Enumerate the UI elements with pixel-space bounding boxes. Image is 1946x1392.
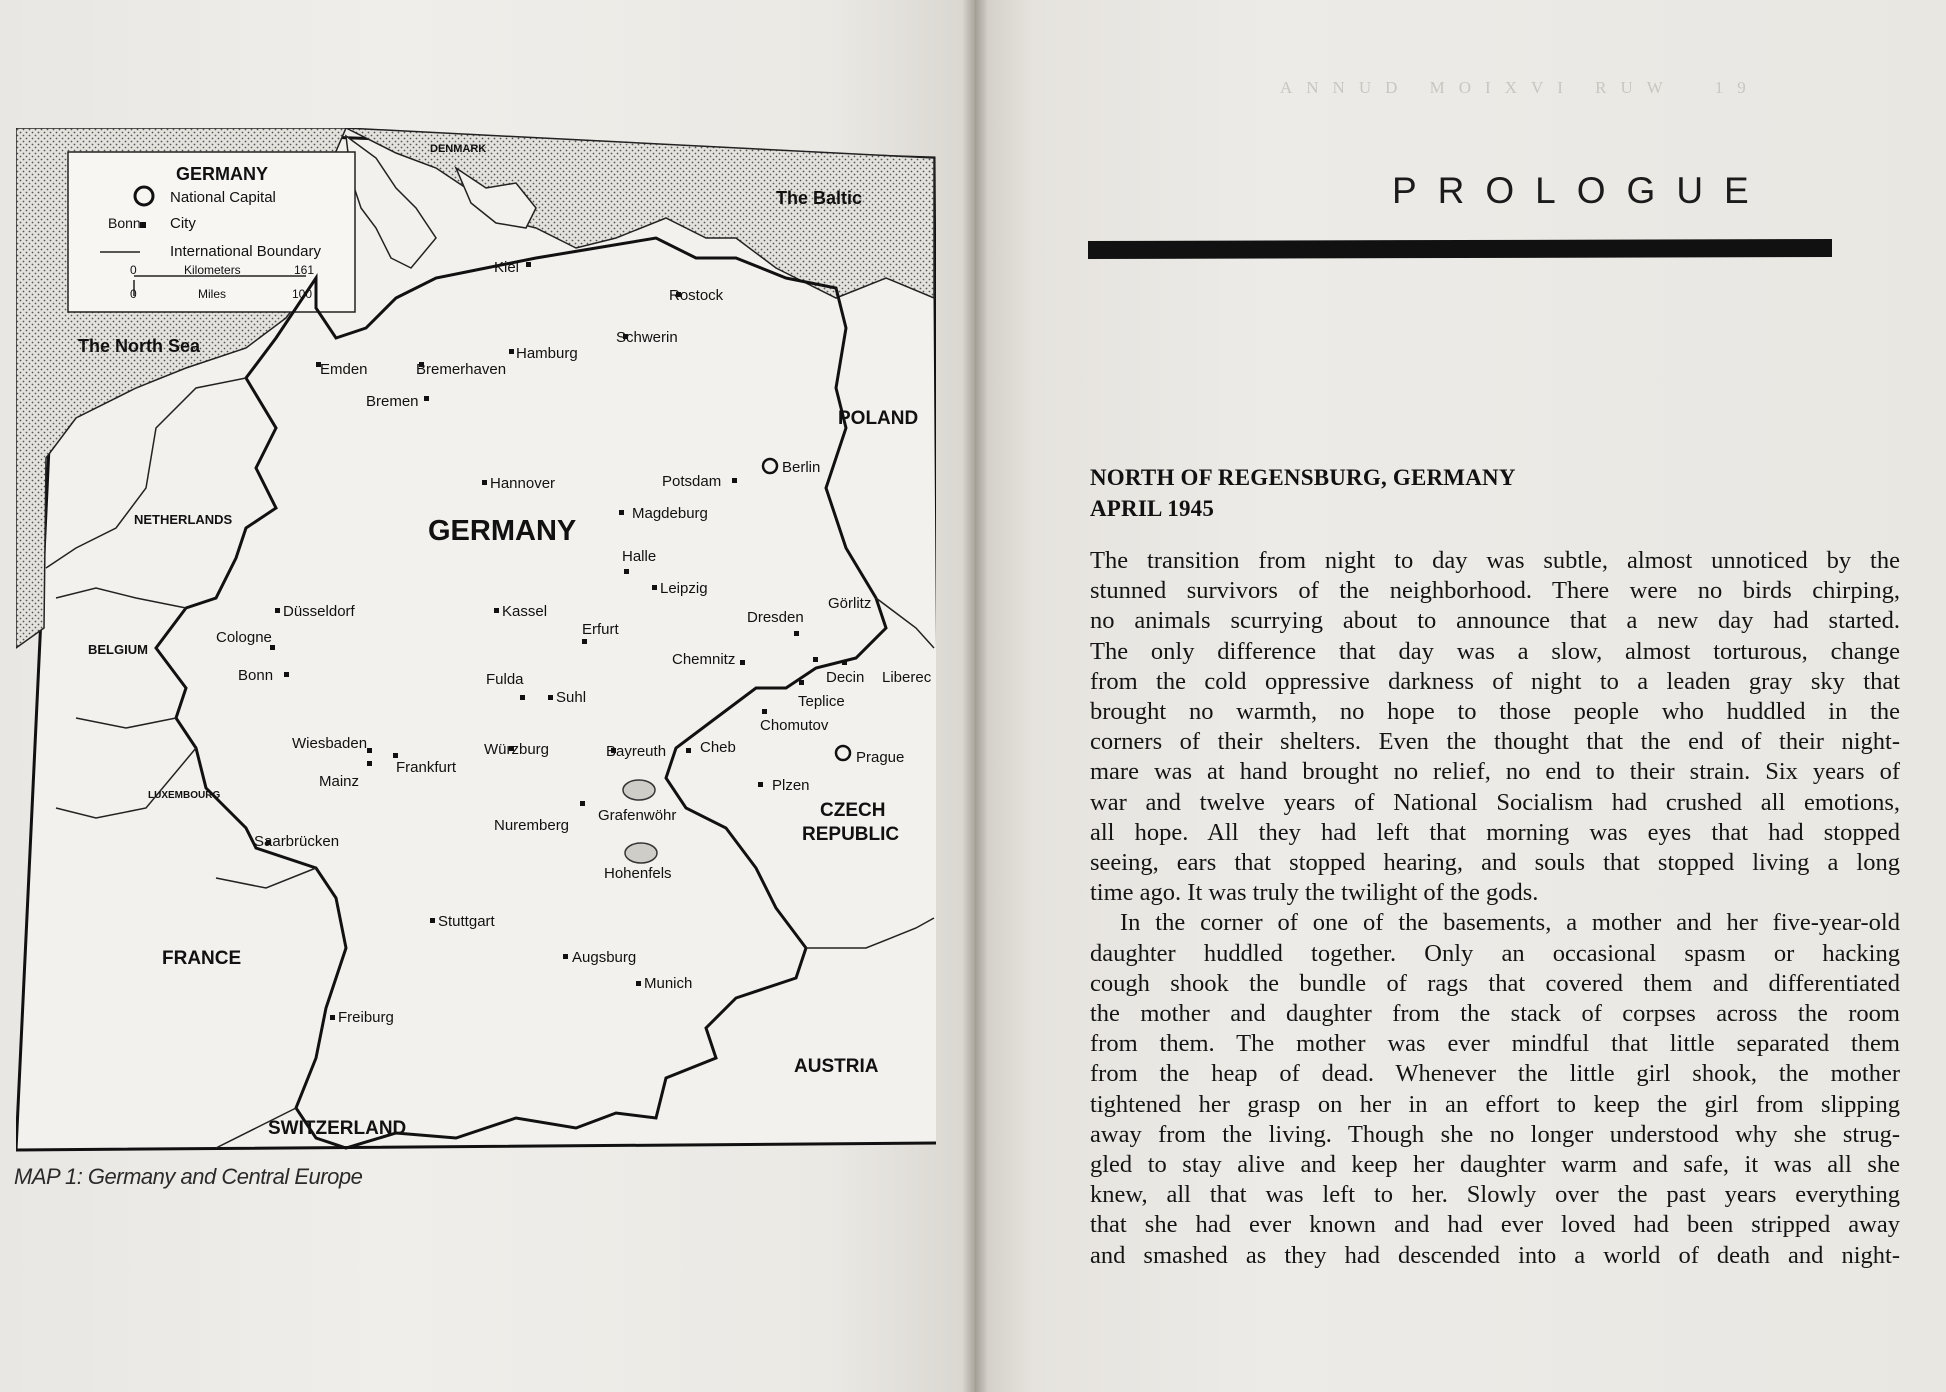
legend-national-capital: National Capital xyxy=(170,189,276,206)
city-halle: Halle xyxy=(622,548,657,565)
grafenwohr-area xyxy=(623,780,655,800)
city-saarbrucken: Saarbrücken xyxy=(254,833,340,850)
city-potsdam: Potsdam xyxy=(662,473,722,490)
country-luxembourg: LUXEMBOURG xyxy=(148,790,221,801)
country-belgium: BELGIUM xyxy=(88,642,148,657)
location-line-1: NORTH OF REGENSBURG, GERMANY xyxy=(1090,465,1516,490)
city-berlin: Berlin xyxy=(782,459,821,476)
city-chemnitz: Chemnitz xyxy=(672,651,736,668)
country-republic: REPUBLIC xyxy=(802,824,900,845)
text-line: time ago. It was truly the twilight of the gods. xyxy=(1090,879,1539,907)
country-france: FRANCE xyxy=(162,948,242,969)
country-netherlands: NETHERLANDS xyxy=(134,512,233,527)
running-header xyxy=(1280,78,1850,98)
sea-baltic: The Baltic xyxy=(776,188,863,208)
text-line: from the cold oppressive darkness of night to a leaden gray sky that xyxy=(1090,667,1900,695)
city-magdeburg: Magdeburg xyxy=(632,505,708,522)
running-header-text: ANNUD MOIXVI RUW xyxy=(1280,78,1677,97)
legend-title: GERMANY xyxy=(176,164,269,184)
city-freiburg: Freiburg xyxy=(338,1009,394,1026)
text-line: all hope. All they had left that morning was eyes that had stopped xyxy=(1090,818,1900,846)
text-line: seeing, ears that stopped hearing, and souls that stopped living a long xyxy=(1090,849,1900,877)
city-bayreuth: Bayreuth xyxy=(606,743,667,760)
city-decin: Decin xyxy=(826,669,865,686)
text-line: gled to stay alive and keep her daughter warm and safe, it was all she xyxy=(1090,1151,1900,1179)
city-bonn: Bonn xyxy=(238,667,274,684)
city-leipzig: Leipzig xyxy=(660,580,708,597)
text-line: In the corner of one of the basements, a mother and her five-year-old xyxy=(1120,909,1900,937)
legend-mi-zero: 0 xyxy=(130,287,137,301)
location-line-2: APRIL 1945 xyxy=(1090,496,1215,521)
germany-map xyxy=(16,128,936,1158)
text-line: from the heap of dead. Whenever the little girl shook, the mother xyxy=(1090,1060,1900,1088)
text-line: from them. The mother was ever mindful that little separated them xyxy=(1090,1030,1900,1058)
city-teplice: Teplice xyxy=(798,693,845,710)
city-grafenwohr: Grafenwöhr xyxy=(598,807,677,824)
sea-north-sea: The North Sea xyxy=(78,336,201,356)
legend-boundary: International Boundary xyxy=(170,243,321,260)
text-line: brought no warmth, no hope to those people who huddled in the xyxy=(1090,698,1900,726)
city-mainz: Mainz xyxy=(319,773,360,790)
legend-city-sample: Bonn xyxy=(108,215,141,231)
city-hannover: Hannover xyxy=(490,475,556,492)
country-austria: AUSTRIA xyxy=(794,1056,879,1077)
legend-city: City xyxy=(170,215,196,232)
city-cologne: Cologne xyxy=(216,629,272,646)
city-dusseldorf: Düsseldorf xyxy=(283,603,355,620)
city-munich: Munich xyxy=(644,975,693,992)
city-liberec: Liberec xyxy=(882,669,932,686)
city-emden: Emden xyxy=(320,361,368,378)
legend-km-max: 161 xyxy=(294,263,315,277)
country-czech: CZECH xyxy=(820,800,886,821)
city-rostock: Rostock xyxy=(669,287,724,304)
city-gorlitz: Görlitz xyxy=(828,595,872,612)
legend-mi-max: 100 xyxy=(292,287,313,301)
book-gutter xyxy=(962,0,988,1392)
text-line: war and twelve years of National Socialism had crushed all emotions, xyxy=(1090,788,1900,816)
location-heading xyxy=(1090,462,1516,524)
city-dresden: Dresden xyxy=(747,609,804,626)
country-germany: GERMANY xyxy=(428,515,577,547)
legend-km-label: Kilometers xyxy=(184,263,241,277)
text-line: away from the living. Though she no longer understood why she strug- xyxy=(1090,1120,1900,1148)
city-kassel: Kassel xyxy=(502,603,548,620)
country-poland: POLAND xyxy=(838,408,919,429)
city-wurzburg: Würzburg xyxy=(484,741,550,758)
city-schwerin: Schwerin xyxy=(616,329,678,346)
text-line: tightened her grasp on her in an effort to keep the girl from slipping xyxy=(1090,1090,1900,1118)
text-line: that she had ever known and had ever loved had been stripped away xyxy=(1090,1211,1900,1239)
city-suhl: Suhl xyxy=(556,689,587,706)
text-line: knew, all that was left to her. Slowly over the past years everything xyxy=(1090,1181,1900,1209)
text-line: the mother and daughter from the stack of corpses across the room xyxy=(1090,1000,1900,1028)
map-caption: MAP 1: Germany and Central Europe xyxy=(14,1164,363,1189)
country-switzerland: SWITZERLAND xyxy=(268,1118,407,1139)
prologue-title: PROLOGUE xyxy=(1392,170,1770,211)
legend-km-zero: 0 xyxy=(130,263,137,277)
title-rule xyxy=(1088,239,1832,259)
city-hohenfels: Hohenfels xyxy=(604,865,672,882)
city-augsburg: Augsburg xyxy=(572,949,637,966)
country-denmark: DENMARK xyxy=(430,143,487,155)
prologue-body xyxy=(1090,546,1900,1271)
city-plzen: Plzen xyxy=(772,777,810,794)
text-line: stunned survivors of the neighborhood. There were no birds chirping, xyxy=(1090,577,1900,605)
text-line: no animals scurrying about to announce that a new day had started. xyxy=(1090,607,1900,635)
city-erfurt: Erfurt xyxy=(582,621,619,638)
city-bremerhaven: Bremerhaven xyxy=(416,361,507,378)
text-line: cough shook the bundle of rags that covered them and differentiated xyxy=(1090,969,1900,997)
city-chomutov: Chomutov xyxy=(760,717,829,734)
city-wiesbaden: Wiesbaden xyxy=(292,735,368,752)
text-line: mare was at hand brought no relief, no end to their strain. Six years of xyxy=(1090,758,1900,786)
city-bremen: Bremen xyxy=(366,393,419,410)
city-frankfurt: Frankfurt xyxy=(396,759,457,776)
city-hamburg: Hamburg xyxy=(516,345,578,362)
text-line: and smashed as they had descended into a world of death and night- xyxy=(1090,1241,1900,1269)
text-line: The only difference that day was a slow, almost torturous, change xyxy=(1090,637,1900,665)
city-kiel: Kiel xyxy=(494,259,520,276)
city-nuremberg: Nuremberg xyxy=(494,817,570,834)
text-line: The transition from night to day was subtle, almost unnoticed by the xyxy=(1090,547,1900,574)
paragraph-1 xyxy=(1090,546,1900,908)
hohenfels-area xyxy=(625,843,657,863)
city-stuttgart: Stuttgart xyxy=(438,913,495,930)
city-prague: Prague xyxy=(856,749,905,766)
legend-mi-label: Miles xyxy=(198,287,227,301)
city-fulda: Fulda xyxy=(486,671,524,688)
city-cheb: Cheb xyxy=(700,739,736,756)
text-line: corners of their shelters. Even the thought that the end of their night- xyxy=(1090,728,1900,756)
paragraph-2 xyxy=(1090,908,1900,1270)
text-line: daughter huddled together. Only an occasional spasm or hacking xyxy=(1090,939,1900,967)
page-number: 19 xyxy=(1714,78,1760,97)
